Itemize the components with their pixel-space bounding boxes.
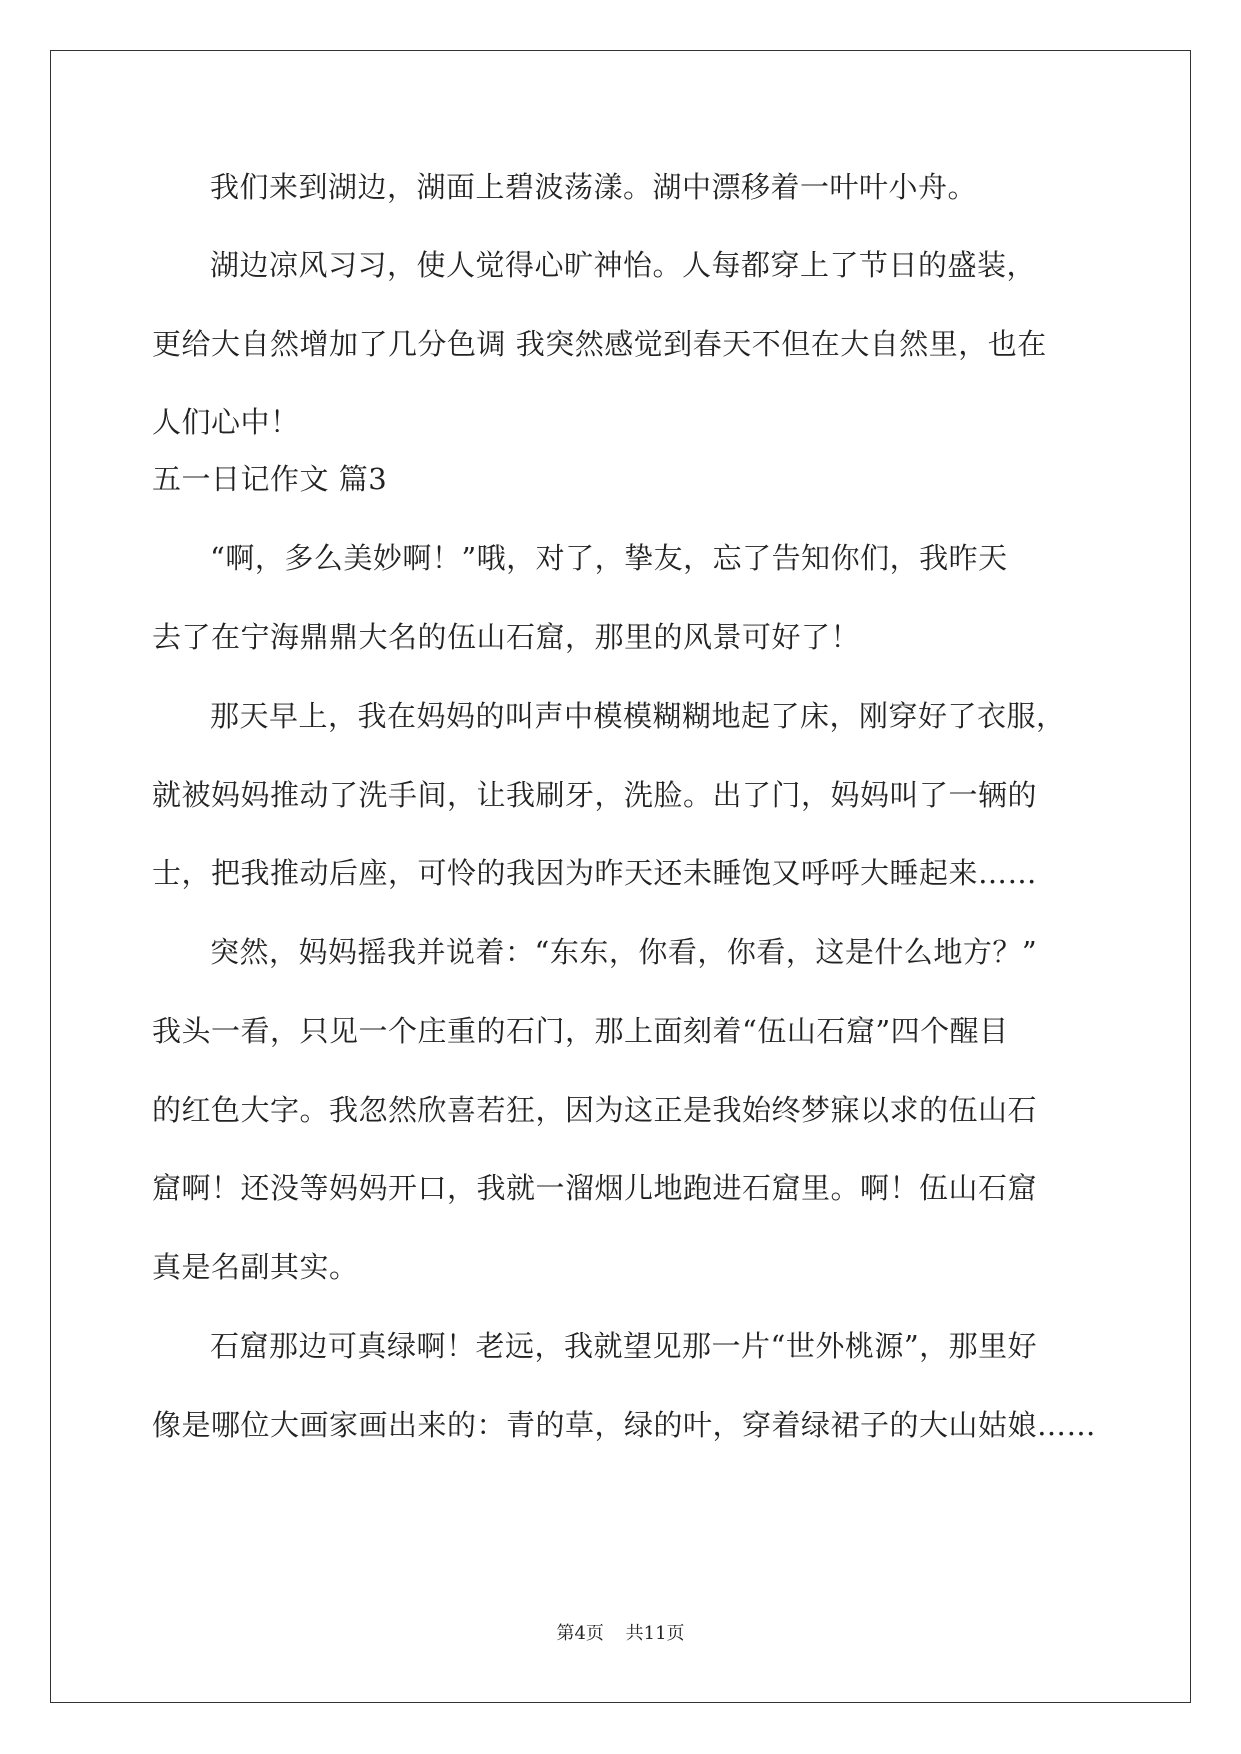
text-line: 士，把我推动后座，可怜的我因为昨天还未睡饱又呼呼大睡起来…… (152, 856, 1038, 890)
text-line: 窟啊！还没等妈妈开口，我就一溜烟儿地跑进石窟里。啊！伍山石窟 (152, 1171, 1038, 1205)
text-line: 那天早上，我在妈妈的叫声中模模糊糊地起了床，刚穿好了衣服， (210, 699, 1066, 733)
text-line: 更给大自然增加了几分色调 我突然感觉到春天不但在大自然里，也在 (152, 327, 1047, 361)
text-line: 石窟那边可真绿啊！老远，我就望见那一片“世外桃源”，那里好 (210, 1329, 1038, 1363)
page-footer (0, 1619, 1241, 1645)
document-body (152, 165, 1097, 1447)
page-total: 共11页 (625, 1623, 685, 1644)
text-line: 真是名副其实。 (152, 1250, 359, 1284)
text-line: 我头一看，只见一个庄重的石门，那上面刻着“伍山石窟”四个醒目 (152, 1014, 1009, 1048)
text-line: 湖边凉风习习，使人觉得心旷神怡。人每都穿上了节日的盛装， (210, 248, 1037, 282)
text-line: 人们心中！ (152, 405, 300, 439)
text-line: 就被妈妈推动了洗手间，让我刷牙，洗脸。出了门，妈妈叫了一辆的 (152, 778, 1038, 812)
text-line: 像是哪位大画家画出来的：青的草，绿的叶，穿着绿裙子的大山姑娘…… (152, 1408, 1097, 1442)
text-line: 的红色大字。我忽然欣喜若狂，因为这正是我始终梦寐以求的伍山石 (152, 1093, 1038, 1127)
text-line: 我们来到湖边，湖面上碧波荡漾。湖中漂移着一叶叶小舟。 (210, 170, 978, 204)
section-heading: 五一日记作文 篇3 (152, 462, 388, 496)
text-line: 去了在宁海鼎鼎大名的伍山石窟，那里的风景可好了！ (152, 620, 861, 654)
text-line: “啊，多么美妙啊！”哦，对了，挚友，忘了告知你们，我昨天 (210, 541, 1008, 575)
page-number: 第4页 (556, 1623, 604, 1644)
text-line: 突然，妈妈摇我并说着：“东东，你看，你看，这是什么地方？” (210, 935, 1038, 969)
